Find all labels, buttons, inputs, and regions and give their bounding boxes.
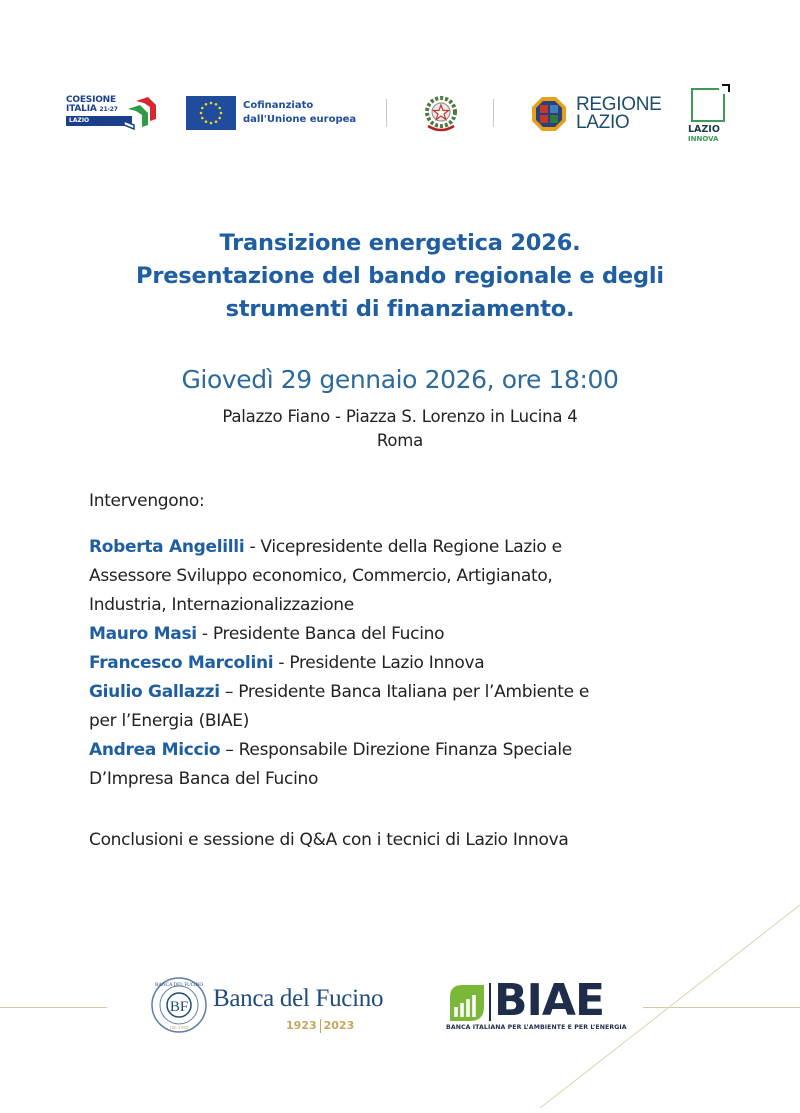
speaker-separator: - <box>196 624 213 644</box>
year-start: 1923 <box>286 1019 317 1032</box>
svg-text:BF: BF <box>169 999 189 1015</box>
lazio-innova-line1: LAZIO <box>688 124 720 135</box>
banca-del-fucino-seal-icon <box>150 976 208 1034</box>
title-line: strumenti di finanziamento. <box>225 296 575 322</box>
eu-text-line2: dall'Unione europea <box>243 114 357 125</box>
year-separator <box>320 1019 321 1033</box>
speaker-name: Andrea Miccio <box>89 740 221 760</box>
speaker-role: Assessore Sviluppo economico, Commercio, Artigianato, <box>89 566 553 586</box>
speaker-name: Mauro Masi <box>89 624 197 644</box>
biae-divider <box>489 983 491 1021</box>
coesione-italia-text: ITALIA <box>66 104 97 114</box>
svg-text:BANCA DEL FUCINO: BANCA DEL FUCINO <box>155 983 203 988</box>
coesione-line1: COESIONE <box>66 95 116 105</box>
regione-line1: REGIONE <box>576 94 662 115</box>
speakers-heading: Intervengono: <box>89 491 205 511</box>
svg-text:100 ANNI: 100 ANNI <box>169 1025 189 1030</box>
coesione-region: LAZIO <box>69 117 90 124</box>
title-line: Transizione energetica 2026. <box>219 230 581 256</box>
venue-city: Roma <box>376 431 424 450</box>
speaker-role: Industria, Internazionalizzazione <box>89 595 354 615</box>
lazio-innova-line2: INNOVA <box>688 135 719 143</box>
speaker-name: Roberta Angelilli <box>89 537 245 557</box>
event-datetime: Giovedì 29 gennaio 2026, ore 18:00 <box>181 365 619 394</box>
speaker-role: Vicepresidente della Regione Lazio e <box>260 537 562 557</box>
eu-text-line1: Cofinanziato <box>243 100 314 111</box>
venue-address: Palazzo Fiano - Piazza S. Lorenzo in Lucina 4 <box>222 407 578 426</box>
regione-line2: LAZIO <box>576 112 630 133</box>
speaker-role: D’Impresa Banca del Fucino <box>89 769 319 789</box>
biae-leaf-icon <box>446 983 486 1021</box>
speaker-separator: - <box>244 537 261 557</box>
speaker-name: Giulio Gallazzi <box>89 682 220 702</box>
banca-del-fucino-name: Banca del Fucino <box>213 985 384 1012</box>
speaker-name: Francesco Marcolini <box>89 653 274 673</box>
speaker-role: Presidente Lazio Innova <box>289 653 485 673</box>
conclusion-text: Conclusioni e sessione di Q&A con i tecnici di Lazio Innova <box>89 830 569 850</box>
biae-subtitle: BANCA ITALIANA PER L’AMBIENTE E PER L’ENERGIA <box>446 1024 627 1031</box>
speaker-role: per l’Energia (BIAE) <box>89 711 250 731</box>
speaker-separator: – <box>220 740 239 760</box>
speaker-role: Presidente Banca del Fucino <box>212 624 445 644</box>
speaker-role: Presidente Banca Italiana per l’Ambiente e <box>238 682 590 702</box>
speaker-separator: – <box>219 682 239 702</box>
banca-del-fucino-years <box>286 1019 354 1033</box>
title-line: Presentazione del bando regionale e degli <box>136 263 664 289</box>
speaker-role: Responsabile Direzione Finanza Speciale <box>238 740 572 760</box>
coesione-years: 21-27 <box>99 106 118 113</box>
speaker-separator: - <box>273 653 290 673</box>
biae-name: BIAE <box>494 975 605 1026</box>
year-end: 2023 <box>323 1019 355 1032</box>
